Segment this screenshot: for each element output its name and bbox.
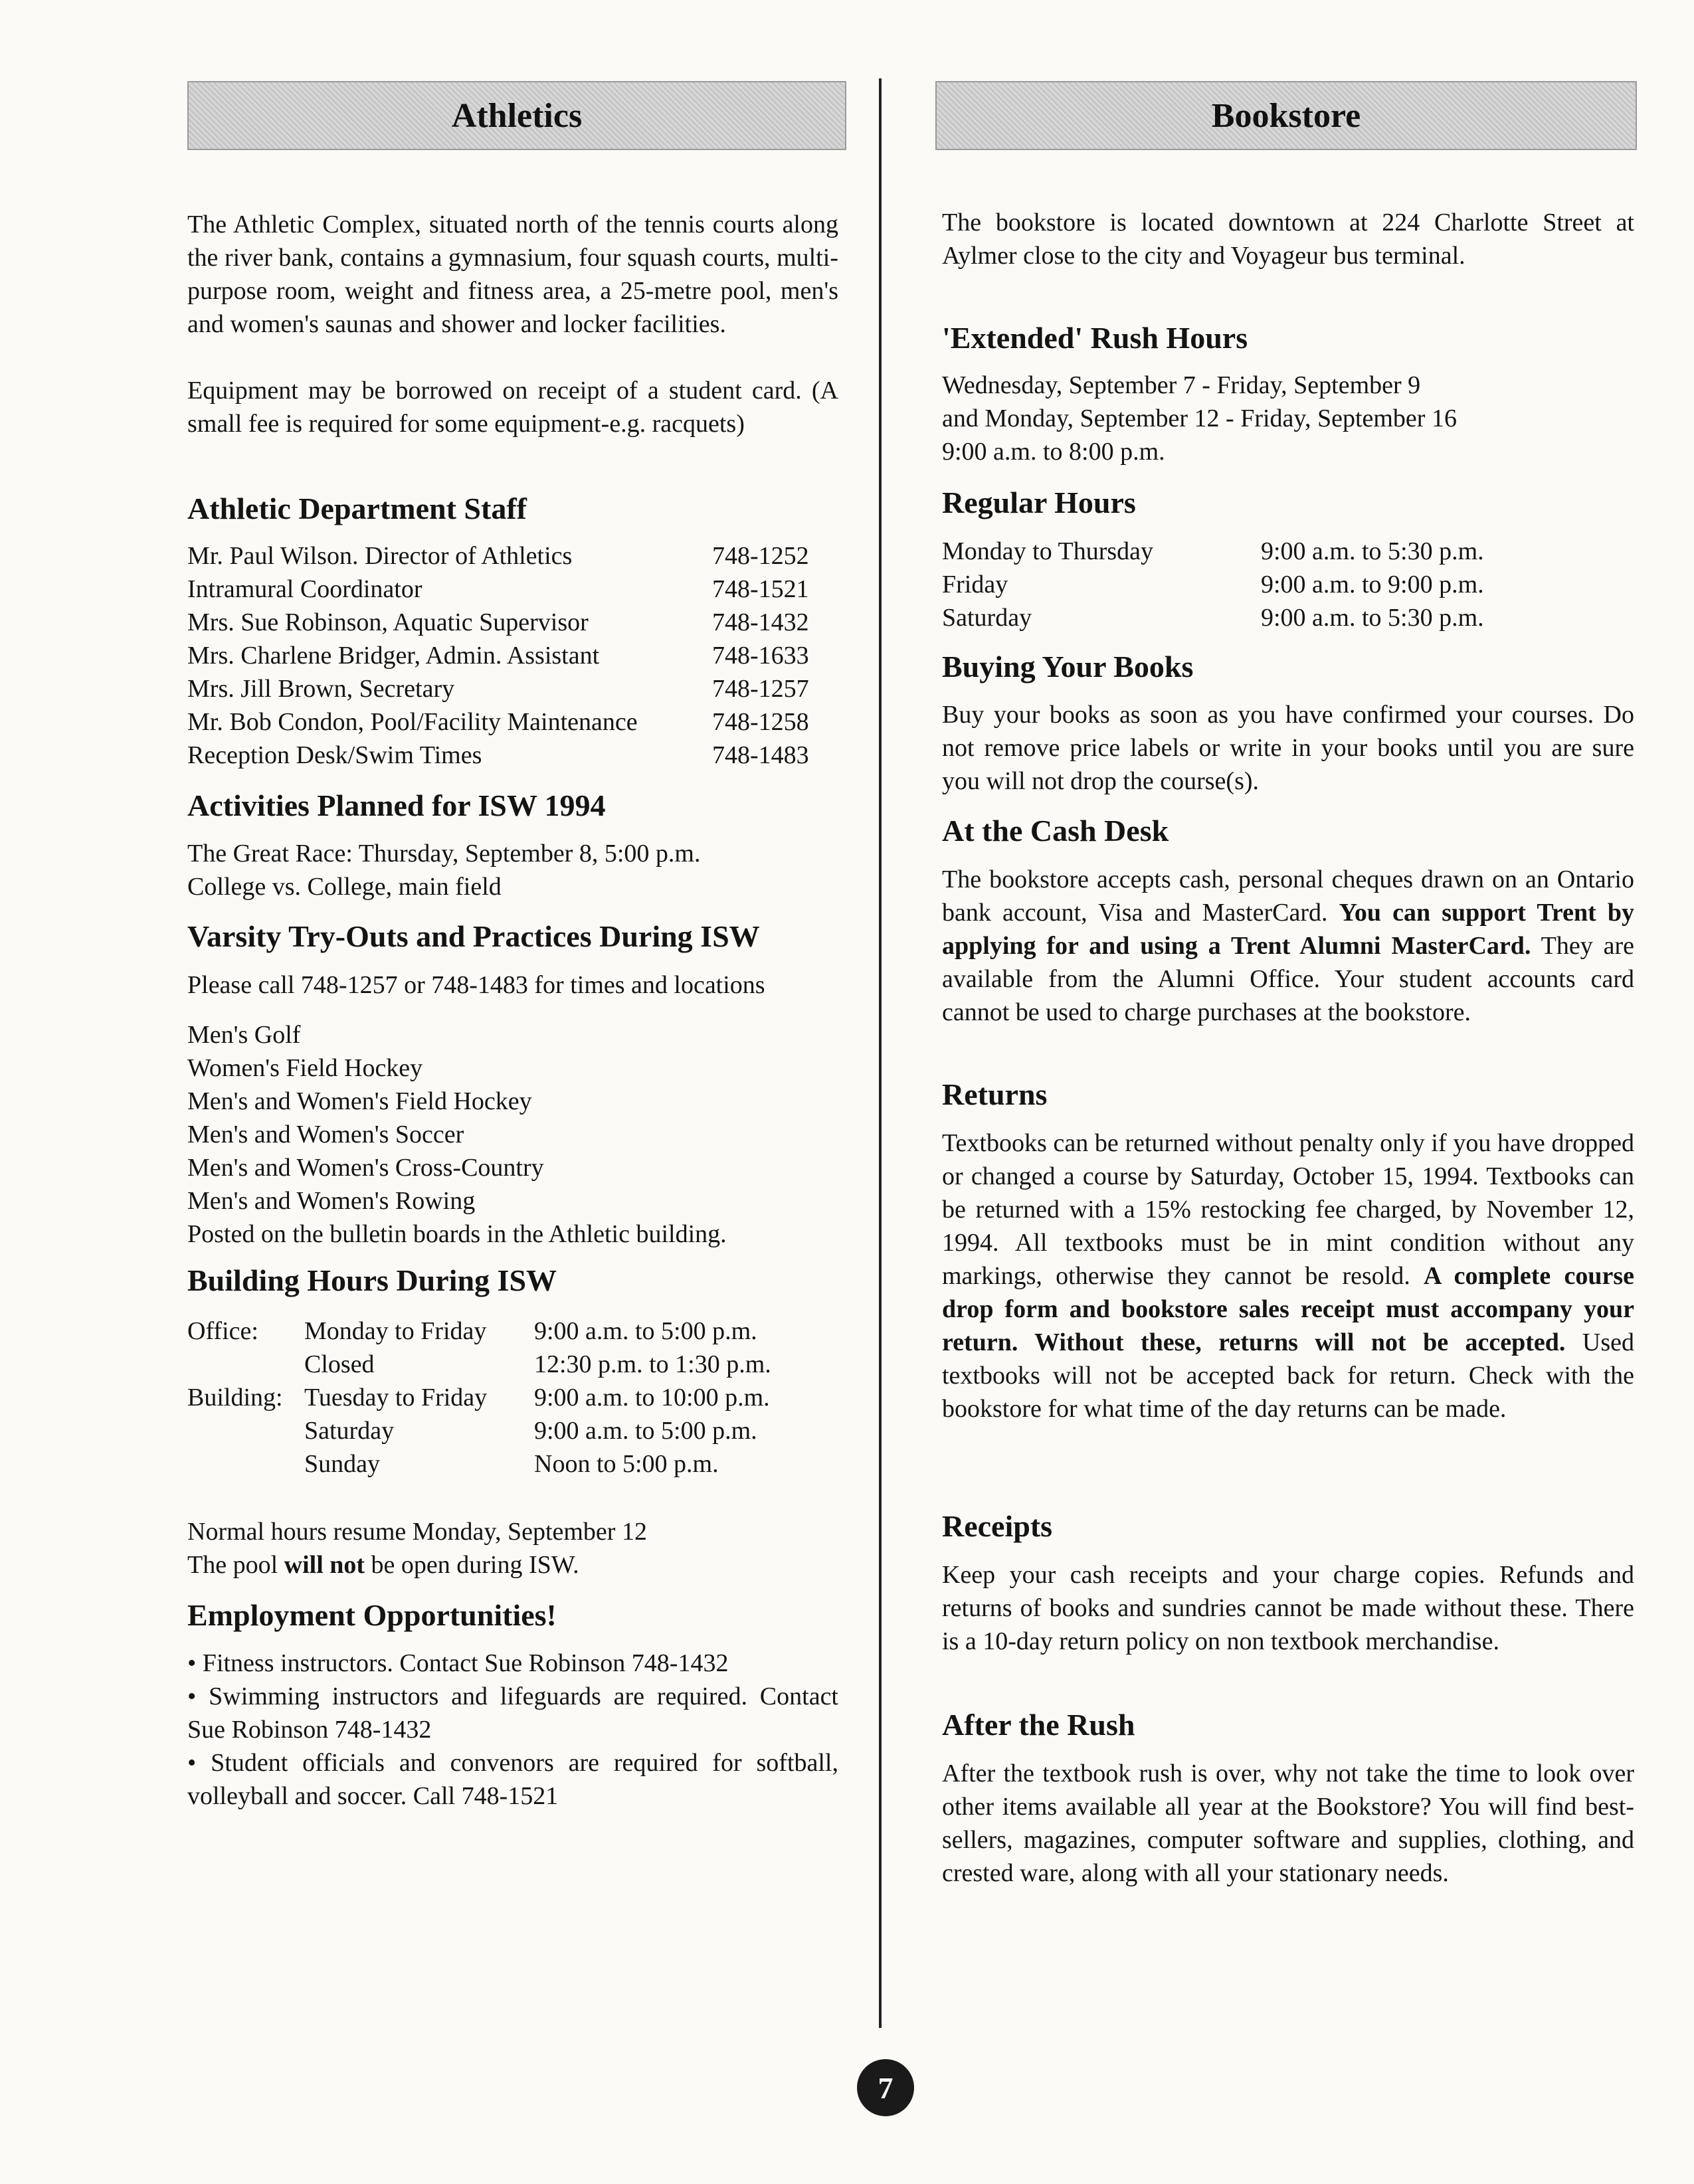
rush-hours-heading: 'Extended' Rush Hours <box>942 321 1248 355</box>
staff-row <box>187 573 838 606</box>
hours-day: Saturday <box>304 1417 395 1445</box>
hours-time: 12:30 p.m. to 1:30 p.m. <box>534 1350 771 1378</box>
hours-type <box>187 1348 304 1381</box>
hours-time: 9:00 a.m. to 5:00 p.m. <box>534 1417 757 1445</box>
varsity-team: Men's Golf <box>187 1021 301 1049</box>
staff-name: Mr. Paul Wilson. Director of Athletics <box>187 542 573 570</box>
page-number: 7 <box>857 2059 914 2116</box>
regular-hours-row <box>942 568 1484 601</box>
pool-note <box>187 1548 579 1582</box>
hours-row <box>187 1315 771 1348</box>
regular-hours-row <box>942 535 1484 568</box>
cash-desk-text <box>942 863 1634 1029</box>
receipts-heading: Receipts <box>942 1509 1053 1543</box>
staff-phone: 748-1432 <box>712 608 809 636</box>
hours-type <box>187 1447 304 1481</box>
activities-list <box>187 837 700 903</box>
rush-line: and Monday, September 12 - Friday, September 16 <box>942 405 1457 432</box>
employment-heading: Employment Opportunities! <box>187 1598 557 1632</box>
receipts-text: Keep your cash receipts and your charge copies. Refunds and returns of books and sundries cannot be made without these. There is a 10-day return policy on non textbook merchandise. <box>942 1561 1634 1655</box>
regular-time: 9:00 a.m. to 9:00 p.m. <box>1261 571 1484 598</box>
returns-heading: Returns <box>942 1077 1048 1111</box>
hours-row <box>187 1414 771 1447</box>
hours-type <box>187 1414 304 1447</box>
after-rush-heading: After the Rush <box>942 1708 1135 1742</box>
pool-note-text: The pool <box>187 1551 284 1579</box>
returns-text <box>942 1127 1634 1425</box>
hours-day: Tuesday to Friday <box>304 1384 488 1411</box>
hours-day: Sunday <box>304 1450 380 1478</box>
varsity-call: Please call 748-1257 or 748-1483 for times and locations <box>187 971 765 999</box>
varsity-team: Men's and Women's Rowing <box>187 1187 476 1215</box>
staff-row <box>187 539 838 573</box>
activity-item: College vs. College, main field <box>187 873 502 901</box>
building-hours-heading: Building Hours During ISW <box>187 1263 557 1297</box>
regular-day: Friday <box>942 571 1008 598</box>
activity-item: The Great Race: Thursday, September 8, 5:00 p.m. <box>187 840 701 867</box>
athletics-equipment: Equipment may be borrowed on receipt of a student card. (A small fee is required for some equipment-e.g. racquets) <box>187 377 838 438</box>
bookstore-banner <box>935 81 1637 150</box>
cash-desk-heading: At the Cash Desk <box>942 814 1169 848</box>
cash-desk-text-part: The bookstore accepts cash, personal cheques drawn on an Ontario bank account, Visa and MasterCard. <box>942 865 1634 927</box>
athletics-banner <box>187 81 846 150</box>
staff-row <box>187 639 838 672</box>
returns-text-part: Used textbooks will not be accepted back for return. Check with the bookstore for what time of the day returns can be made. <box>942 1328 1634 1423</box>
pool-note-text: be open during ISW. <box>365 1551 579 1579</box>
after-rush-text: After the textbook rush is over, why not take the time to look over other items available all year at the Bookstore? You will find best-sellers, magazines, computer software and supplies, clothing, and crested ware, along with all your stationary needs. <box>942 1760 1634 1887</box>
returns-emphasis: A complete course drop form and bookstore sales receipt must accompany your return. Without these, returns will not be accepted. <box>942 1262 1634 1356</box>
staff-name: Mr. Bob Condon, Pool/Facility Maintenance <box>187 708 638 736</box>
returns-text-part: Textbooks can be returned without penalty only if you have dropped or changed a course by Saturday, October 15, 1994. Textbooks can be returned with a 15% restocking fee charged, by November 12, 1994. All textbooks must be in mint condition without any markings, otherwise they cannot be resold. <box>942 1129 1634 1290</box>
rush-line: Wednesday, September 7 - Friday, September 9 <box>942 371 1421 399</box>
regular-hours-row <box>942 601 1484 634</box>
rush-line: 9:00 a.m. to 8:00 p.m. <box>942 438 1165 466</box>
bookstore-intro: The bookstore is located downtown at 224 Charlotte Street at Aylmer close to the city and Voyageur bus terminal. <box>942 209 1634 270</box>
regular-time: 9:00 a.m. to 5:30 p.m. <box>1261 537 1484 565</box>
employment-item: • Student officials and convenors are required for softball, volleyball and soccer. Call 748-1521 <box>187 1749 838 1810</box>
pool-note-emphasis: will not <box>284 1551 365 1579</box>
staff-phone: 748-1257 <box>712 675 809 703</box>
regular-day: Monday to Thursday <box>942 537 1154 565</box>
buying-text: Buy your books as soon as you have confirmed your courses. Do not remove price labels or write in your books until you are sure you will not drop the course(s). <box>942 701 1634 795</box>
hours-row <box>187 1447 771 1481</box>
staff-row <box>187 606 838 639</box>
regular-hours-heading: Regular Hours <box>942 486 1136 519</box>
hours-day: Monday to Friday <box>304 1317 487 1345</box>
bookstore-heading: Bookstore <box>1211 96 1361 135</box>
employment-list <box>187 1647 838 1813</box>
rush-hours-lines <box>942 369 1457 468</box>
column-divider <box>879 78 882 2028</box>
hours-row <box>187 1381 771 1414</box>
staff-phone: 748-1483 <box>712 741 809 769</box>
hours-time: 9:00 a.m. to 5:00 p.m. <box>534 1317 757 1345</box>
athletics-intro: The Athletic Complex, situated north of the tennis courts along the river bank, contains a gymnasium, four squash courts, multi-purpose room, weight and fitness area, a 25-metre pool, men's and women's saunas and shower and locker facilities. <box>187 211 838 338</box>
staff-row <box>187 739 838 772</box>
buying-heading: Buying Your Books <box>942 650 1194 683</box>
staff-row <box>187 672 838 705</box>
staff-name: Intramural Coordinator <box>187 575 423 603</box>
hours-row <box>187 1348 771 1381</box>
hours-time: 9:00 a.m. to 10:00 p.m. <box>534 1384 770 1411</box>
varsity-team: Women's Field Hockey <box>187 1054 423 1082</box>
activities-heading: Activities Planned for ISW 1994 <box>187 788 606 822</box>
hours-type: Building: <box>187 1384 283 1411</box>
varsity-note: Posted on the bulletin boards in the Athletic building. <box>187 1220 727 1248</box>
normal-hours-note: Normal hours resume Monday, September 12 <box>187 1518 647 1546</box>
athletics-heading: Athletics <box>451 96 583 135</box>
regular-time: 9:00 a.m. to 5:30 p.m. <box>1261 604 1484 632</box>
varsity-teams <box>187 1018 727 1251</box>
hours-time: Noon to 5:00 p.m. <box>534 1450 719 1478</box>
cash-desk-text-part: They are available from the Alumni Office. Your student accounts card cannot be used to charge purchases at the bookstore. <box>942 932 1634 1026</box>
staff-phone: 748-1258 <box>712 708 809 736</box>
staff-phone: 748-1633 <box>712 642 809 670</box>
varsity-heading: Varsity Try-Outs and Practices During ISW <box>187 919 760 953</box>
staff-name: Reception Desk/Swim Times <box>187 741 482 769</box>
varsity-team: Men's and Women's Cross-Country <box>187 1154 544 1182</box>
staff-heading: Athletic Department Staff <box>187 492 527 525</box>
staff-name: Mrs. Sue Robinson, Aquatic Supervisor <box>187 608 589 636</box>
building-hours-table <box>187 1315 771 1481</box>
staff-phone: 748-1521 <box>712 575 809 603</box>
cash-desk-emphasis: You can support Trent by applying for and using a Trent Alumni MasterCard. <box>942 899 1634 960</box>
staff-name: Mrs. Charlene Bridger, Admin. Assistant <box>187 642 600 670</box>
varsity-team: Men's and Women's Soccer <box>187 1121 464 1148</box>
regular-hours-table <box>942 535 1484 634</box>
regular-day: Saturday <box>942 604 1032 632</box>
staff-name: Mrs. Jill Brown, Secretary <box>187 675 455 703</box>
staff-phone: 748-1252 <box>712 542 809 570</box>
staff-list <box>187 539 838 772</box>
employment-item: • Swimming instructors and lifeguards are required. Contact Sue Robinson 748-1432 <box>187 1683 838 1744</box>
hours-type: Office: <box>187 1317 258 1345</box>
staff-row <box>187 705 838 739</box>
varsity-team: Men's and Women's Field Hockey <box>187 1087 532 1115</box>
hours-day: Closed <box>304 1350 375 1378</box>
employment-item: • Fitness instructors. Contact Sue Robinson 748-1432 <box>187 1649 729 1677</box>
